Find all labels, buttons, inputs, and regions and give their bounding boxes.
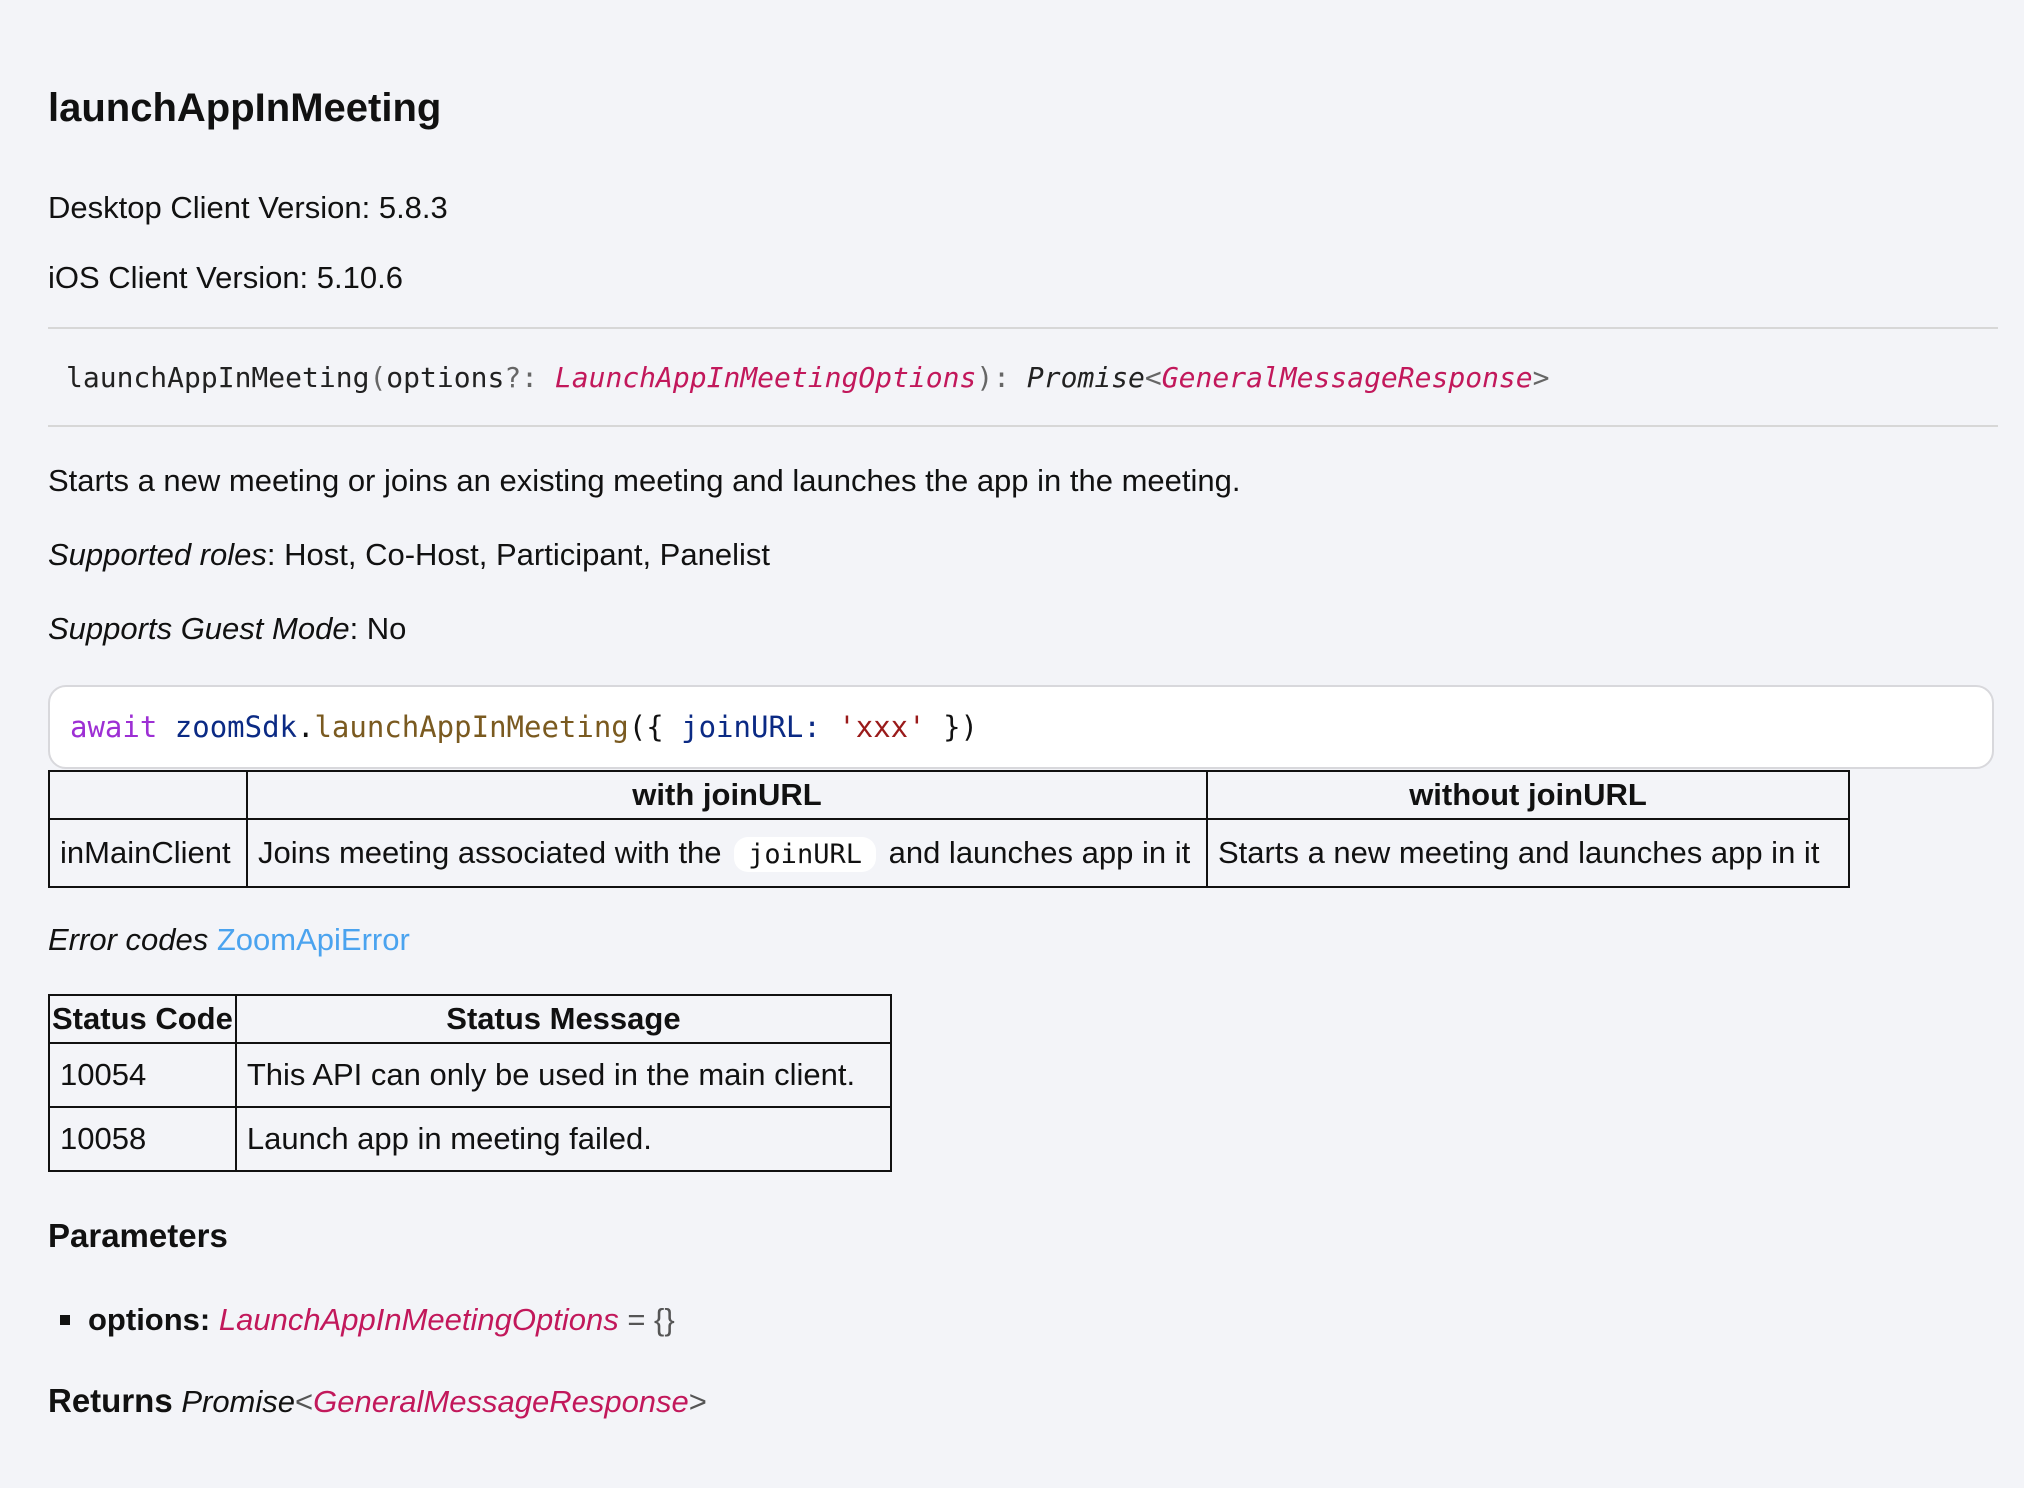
behavior-row-label: inMainClient [49,819,247,887]
parameters-heading: Parameters [48,1217,228,1254]
behavior-with-cell [247,819,1207,887]
method-description: Starts a new meeting or joins an existing meeting and launches the app in the meeting. [48,463,1241,498]
behavior-table-header [49,771,1849,819]
sig-open: ( [369,361,387,394]
desktop-version: Desktop Client Version: 5.8.3 [48,190,448,225]
status-message-cell: Launch app in meeting failed. [236,1107,891,1171]
error-codes-label: Error codes [48,922,209,957]
status-code-cell: 10058 [49,1107,236,1171]
sig-return-type: Promise [1026,361,1145,394]
returns-generic-link[interactable]: GeneralMessageResponse [313,1384,689,1419]
returns-lt: < [295,1384,314,1419]
behavior-header-without: without joinURL [1207,771,1849,819]
code-space [821,710,838,744]
code-await: await [70,710,158,744]
sig-return-generic-link[interactable]: GeneralMessageResponse [1161,361,1533,394]
supported-roles-label: Supported roles [48,537,267,572]
behavior-table [48,770,1850,888]
guest-mode [48,609,406,649]
code-string: 'xxx' [838,710,926,744]
page-title: launchAppInMeeting [48,86,442,130]
returns-line [48,1381,707,1422]
code-close: }) [925,710,978,744]
ios-version: iOS Client Version: 5.10.6 [48,260,403,295]
returns-type: Promise [181,1384,296,1419]
table-row [49,819,1849,887]
table-row [49,1043,891,1107]
parameter-item [88,1300,675,1340]
code-dot: . [297,710,315,744]
guest-mode-value: : No [349,611,407,646]
method-signature [66,358,1550,398]
zoom-api-error-link[interactable]: ZoomApiError [216,922,410,957]
sig-param-type-link[interactable]: LaunchAppInMeetingOptions [554,361,977,394]
behavior-without-cell: Starts a new meeting and launches app in it [1207,819,1849,887]
status-code-cell: 10054 [49,1043,236,1107]
returns-gt: > [688,1384,707,1419]
behavior-header-with: with joinURL [247,771,1207,819]
sig-optional: ?: [504,361,555,394]
param-type-link[interactable]: LaunchAppInMeetingOptions [218,1302,619,1337]
inline-code-joinurl: joinURL [734,837,876,872]
status-header-message: Status Message [236,995,891,1043]
code-object: zoomSdk [174,710,297,744]
param-name: options: [88,1302,211,1337]
divider-bottom [48,425,1998,427]
table-row [49,1107,891,1171]
bullet-square-icon [60,1315,70,1325]
with-text-before: Joins meeting associated with the [258,835,722,870]
code-open: ({ [628,710,682,744]
param-default: = {} [627,1302,675,1337]
code-function: launchAppInMeeting [314,710,629,744]
status-header-code: Status Code [49,995,236,1043]
sig-close: ): [976,361,1027,394]
status-message-cell: This API can only be used in the main client. [236,1043,891,1107]
divider-top [48,327,1998,329]
sig-name: launchAppInMeeting [66,361,370,394]
code-line [70,707,978,747]
with-text-after: and launches app in it [888,835,1191,870]
supported-roles-value: : Host, Co-Host, Participant, Panelist [266,537,770,572]
code-example-block [48,685,1994,769]
code-property: joinURL: [681,710,821,744]
error-codes-line [48,920,410,960]
status-table-header [49,995,891,1043]
sig-gt: > [1532,361,1550,394]
behavior-header-empty [49,771,247,819]
sig-lt: < [1144,361,1162,394]
supported-roles [48,535,770,575]
status-table [48,994,892,1172]
returns-label: Returns [48,1382,173,1419]
guest-mode-label: Supports Guest Mode [48,611,350,646]
sig-param: options [386,361,505,394]
